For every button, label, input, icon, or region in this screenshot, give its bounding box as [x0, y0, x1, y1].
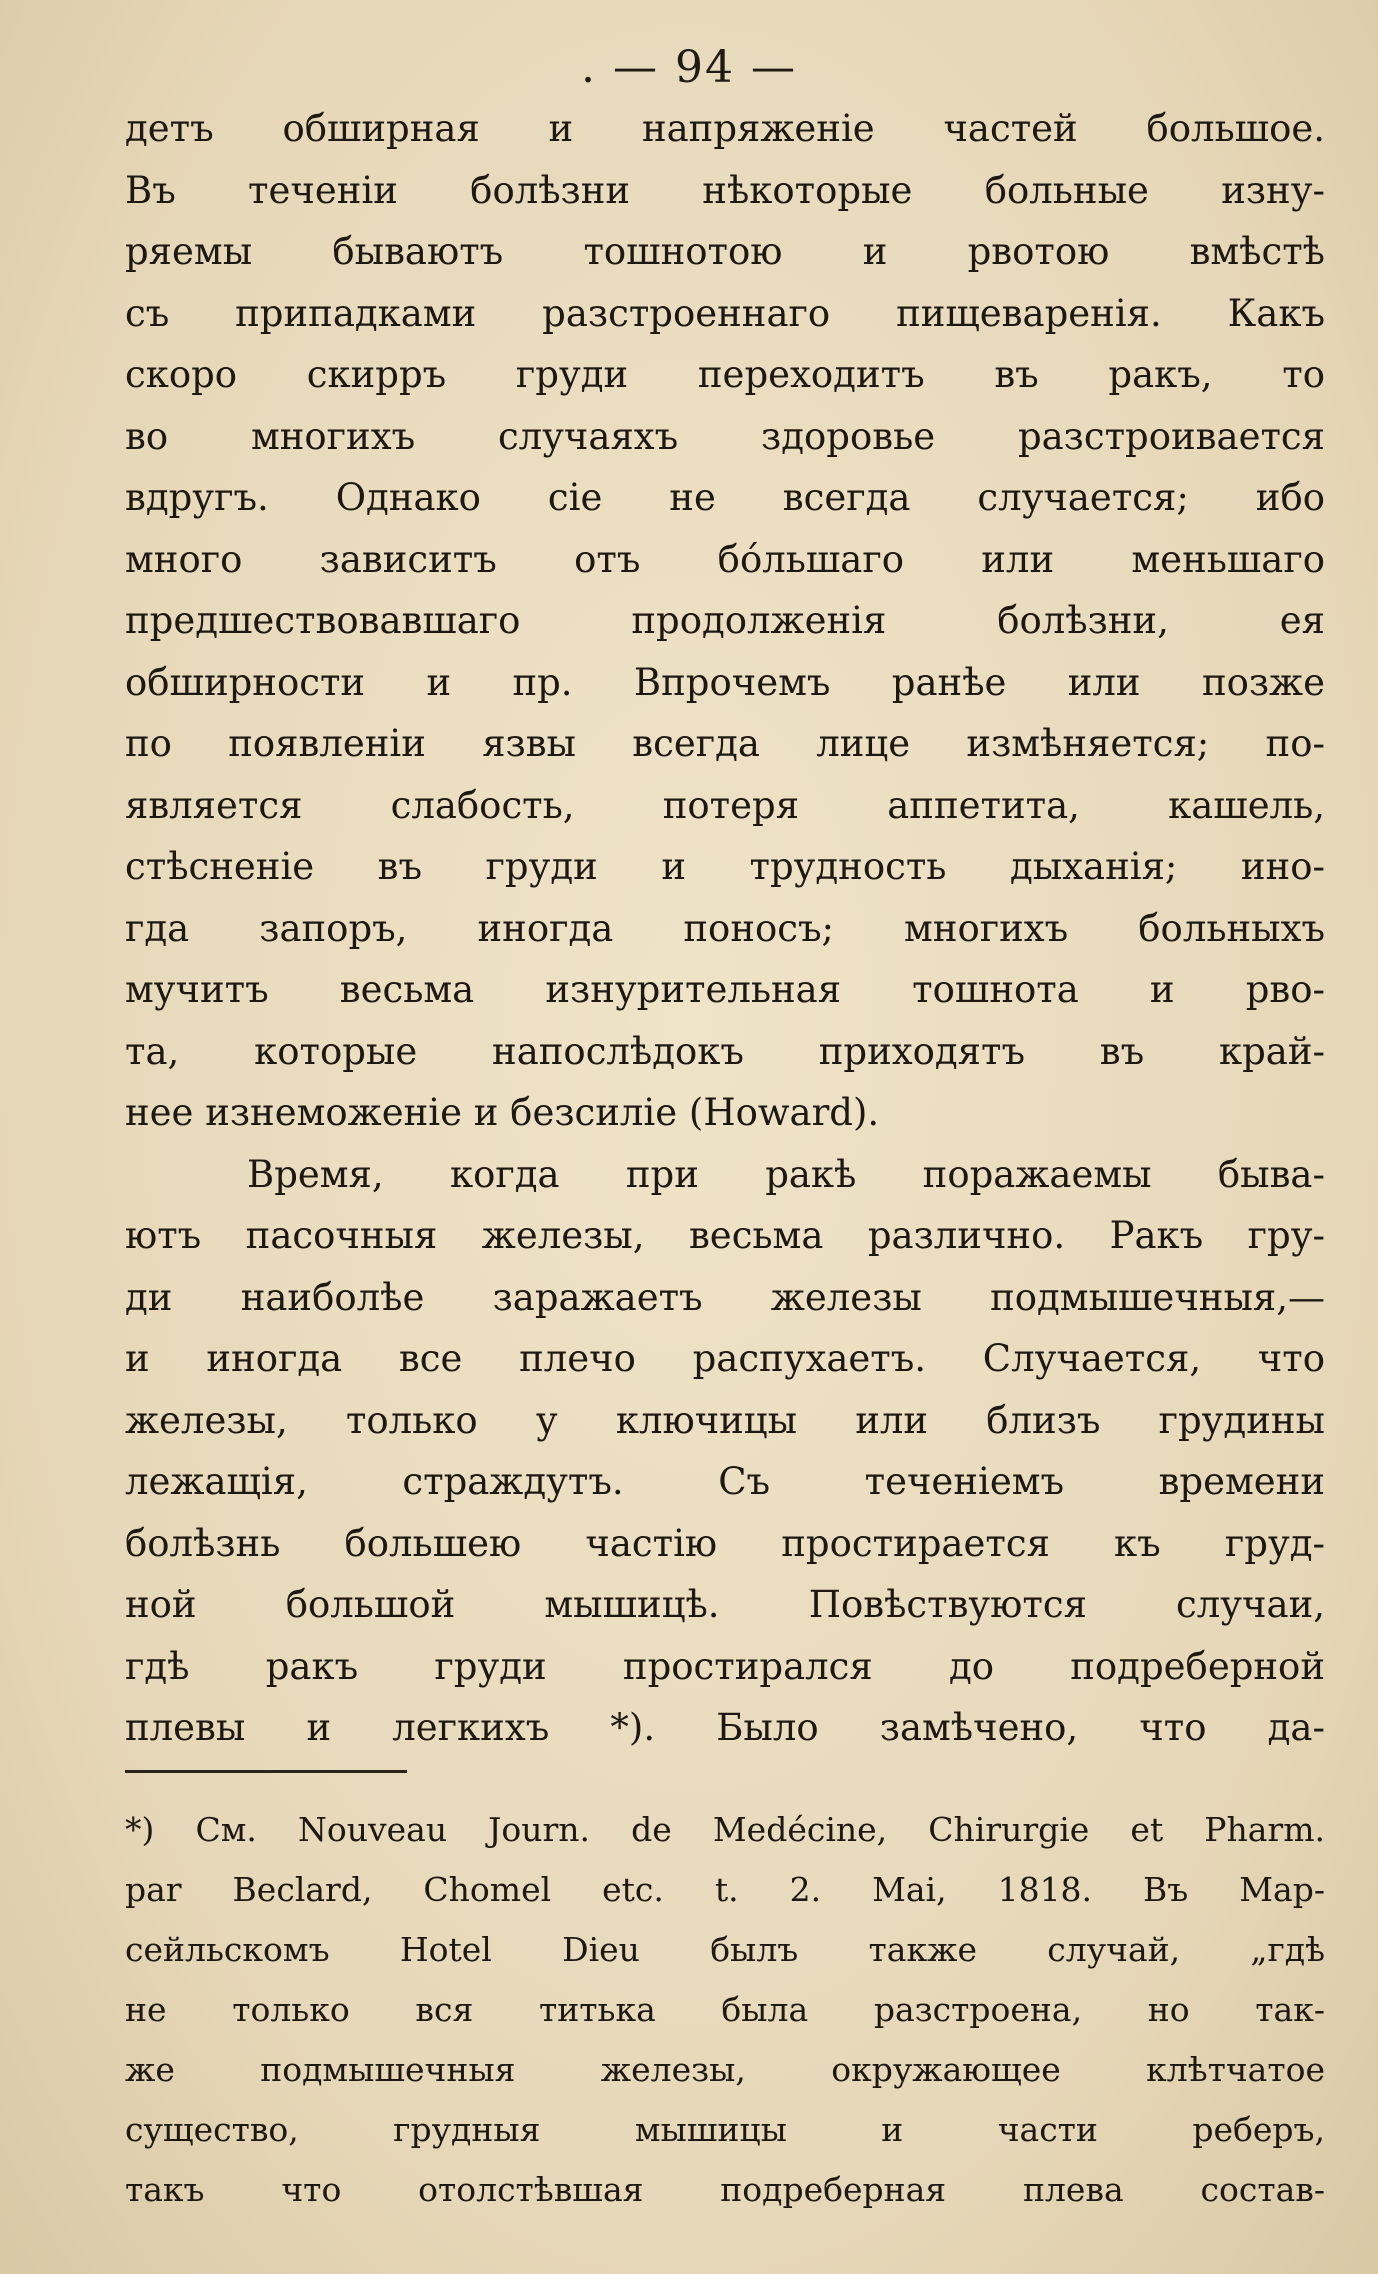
- text-line: гда запоръ, иногда поносъ; многихъ больныхъ: [125, 906, 1325, 950]
- text-line: детъ обширная и напряженіе частей большое.: [125, 107, 1325, 150]
- text-line: гдѣ ракъ груди простирался до подреберной: [125, 1644, 1325, 1688]
- footnote-line: *) См. Nouveau Journ. de Medécine, Chirurgie et Pharm.: [125, 1810, 1325, 1849]
- main-text: [125, 98, 1325, 1759]
- text-line: по появленіи язвы всегда лице измѣняется; по-: [125, 722, 1325, 765]
- footnote-line: существо, грудныя мышицы и части реберъ,: [125, 2110, 1325, 2149]
- paragraph-start-line: Время, когда при ракѣ поражаемы быва-: [247, 1152, 1325, 1196]
- text-line: болѣзнь большею частію простирается къ груд-: [125, 1521, 1325, 1565]
- text-line: и иногда все плечо распухаетъ. Случается, что: [125, 1337, 1325, 1380]
- text-line: лежащія, страждутъ. Съ теченіемъ времени: [125, 1460, 1325, 1503]
- text-line: ряемы бываютъ тошнотою и рвотою вмѣстѣ: [125, 230, 1325, 273]
- text-line: та, которые напослѣдокъ приходятъ въ край-: [125, 1029, 1325, 1073]
- text-line: стѣсненіе въ груди и трудность дыханія; ино-: [125, 845, 1325, 888]
- page-number: . — 94 —: [581, 42, 797, 93]
- footnote-line: такъ что отолстѣвшая подреберная плева состав-: [125, 2170, 1325, 2209]
- text-line: является слабость, потеря аппетита, кашель,: [125, 783, 1325, 827]
- text-line: мучитъ весьма изнурительная тошнота и рво-: [125, 968, 1325, 1011]
- footnote-line: же подмышечныя железы, окружающее клѣтчатое: [125, 2050, 1325, 2089]
- text-line: съ припадками разстроеннаго пищеваренія. Какъ: [125, 291, 1325, 335]
- text-line: железы, только у ключицы или близъ грудины: [125, 1398, 1325, 1442]
- text-line: Въ теченіи болѣзни нѣкоторые больные изну-: [125, 168, 1325, 212]
- text-line: ди наиболѣе заражаетъ железы подмышечныя,—: [125, 1275, 1325, 1319]
- text-line: ютъ пасочныя железы, весьма различно. Ракъ гру-: [125, 1214, 1325, 1257]
- text-line: вдругъ. Однако сіе не всегда случается; ибо: [125, 476, 1325, 519]
- footnote-line: par Beclard, Chomel etc. t. 2. Mai, 1818. Въ Мар-: [125, 1870, 1325, 1909]
- text-line: предшествовавшаго продолженія болѣзни, ея: [125, 599, 1325, 642]
- text-line: плевы и легкихъ *). Было замѣчено, что да-: [125, 1706, 1325, 1749]
- text-line: во многихъ случаяхъ здоровье разстроивается: [125, 414, 1325, 458]
- text-line: скоро скирръ груди переходитъ въ ракъ, то: [125, 353, 1325, 396]
- text-line: нее изнеможеніе и безсиліе (Howard).: [125, 1091, 880, 1134]
- text-line: ной большой мышицѣ. Повѣствуются случаи,: [125, 1583, 1325, 1626]
- footnote-divider: [125, 1770, 407, 1773]
- text-line: много зависитъ отъ бо́льшаго или меньшаго: [125, 537, 1325, 581]
- footnote-line: не только вся титька была разстроена, но так-: [125, 1990, 1325, 2029]
- footnote: [125, 1800, 1325, 2220]
- footnote-line: сейльскомъ Hotel Dieu былъ также случай, „гдѣ: [125, 1930, 1325, 1969]
- text-line: обширности и пр. Впрочемъ ранѣе или позже: [125, 660, 1325, 704]
